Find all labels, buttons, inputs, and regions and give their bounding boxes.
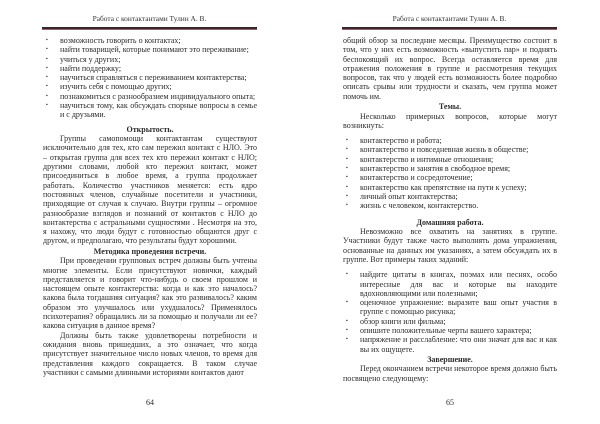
goals-list xyxy=(43,36,257,120)
paragraph-method-2: Должны быть также удовлетворены потребности и ожидания вновь пришедших, а это означает, что когда присутствует значительное число новых членов, то время для представления каждого сокращается. В таком случае участники с самыми длинными историями контактов дают xyxy=(43,330,257,377)
list-item: ▪ контактерство и повседневная жизнь в обществе; xyxy=(343,145,557,154)
paragraph-conclusion: Перед окончанием встречи некоторое время должно быть посвящено следующему: xyxy=(343,364,557,383)
section-heading-homework: Домашняя работа. xyxy=(416,217,484,227)
list-item: ▪ личный опыт контактерства; xyxy=(343,192,557,201)
header-rule xyxy=(342,27,557,30)
list-item: ▪ найти товарищей, которые понимают это переживание; xyxy=(43,45,257,54)
list-item: ▪ научиться тому, как обсуждать спорные вопросы в семье и с друзьями. xyxy=(43,101,257,120)
list-item: ▪ контактерство и работа; xyxy=(343,136,557,145)
homework-list xyxy=(343,270,557,354)
list-item: ▪ обзор книги или фильма; xyxy=(343,317,557,326)
list-item: ▪ контактерство и интимные отношения; xyxy=(343,155,557,164)
list-item: ▪ контактерство и сосредоточение; xyxy=(343,173,557,182)
list-item: ▪ возможность говорить о контактах; xyxy=(43,36,257,45)
right-page-body xyxy=(343,36,557,383)
section-heading-conclusion: Завершение. xyxy=(427,354,473,364)
paragraph-method-1: При проведении групповых встреч должны быть учтены многие элементы. Если присутствуют новички, каждый представляется и говорит что-нибудь о своем прошлом и настоящем опыте контактерства: когда и как это началось? какова была тогдашняя ситуация? как это развивалось? каким образом это улучшалось или ухудшалось? Применялось психотерапия? обращались ли за помощью и получали ли ее? какова ситуация в данное время? xyxy=(43,256,257,331)
paragraph-openness: Группы самопомощи контактантам существуют исключительно для тех, кто сам пережил контакт с НЛО. Это – открытая группа для всех тех кто пережил контакт с НЛО; другими словами, любой кто пережил контакт, может присоединиться в любое время, а группа продолжает работать. Количество участников меняется: есть ядро постоянных членов, случайные посетители и участники, приходящие от случая к случаю. Внутри группы – огромное разнообразие взглядов и познаний от контактов с НЛО до контактерства с астральными сущностями . Несмотря на это, я нахожу, что люди будут с готовностью общаются друг с другом, и предполагаю, что результаты будут хорошими. xyxy=(43,134,257,246)
running-head: Работа с контактантами Тулин А. В. xyxy=(392,14,507,23)
page-number: 65 xyxy=(446,398,454,407)
list-item: ▪ познакомиться с разнообразием индивидуального опыта; xyxy=(43,92,257,101)
list-item: ▪ напряжение и расслабление: что они значат для вас и как вы их ощущете. xyxy=(343,335,557,354)
list-item: ▪ оценочное упражнение: выразите ваш опыт участия в группе с помощью рисунка; xyxy=(343,298,557,317)
list-item: ▪ научиться справляться с переживанием контактерства; xyxy=(43,73,257,82)
section-heading-openness: Открытость. xyxy=(126,124,174,134)
list-item: ▪ учиться у других; xyxy=(43,55,257,64)
list-item: ▪ опишите положительные черты вашего характера; xyxy=(343,326,557,335)
list-item: ▪ контактерство и занятия в свободное время; xyxy=(343,164,557,173)
list-item: ▪ изучить себя с помощью других; xyxy=(43,82,257,91)
section-heading-method: Методика проведения встречи. xyxy=(93,246,207,256)
page-number: 64 xyxy=(146,398,154,407)
paragraph-themes-intro: Несколько примерных вопросов, которые могут возникнуть: xyxy=(343,111,557,130)
list-item: ▪ жизнь с человеком, контактерство. xyxy=(343,201,557,210)
paragraph-homework: Невозможно все охватить на занятиях в группе. Участники будут также часто выполнять дома упражнения, основанные на данных им указаниях, а затем обсуждать их в группе. Вот примеры таких заданий: xyxy=(343,227,557,264)
section-heading-themes: Темы. xyxy=(438,102,462,112)
header-rule xyxy=(42,27,257,30)
list-item: ▪ найдите цитаты в книгах, поэмах или песнях, особо интересные для вас и которые вы находите вдохновляющими или полезными; xyxy=(343,270,557,298)
running-head: Работа с контактантами Тулин А. В. xyxy=(92,14,207,23)
themes-list xyxy=(343,136,557,210)
list-item: ▪ контактерство как препятствие на пути к успеху; xyxy=(343,183,557,192)
list-item: ▪ найти поддержку; xyxy=(43,64,257,73)
paragraph-continuation: общий обзор за последние месяцы. Преимущество состоит в том, что у них есть возможность «выпустить пар» и поднять беспокоящий их вопрос. Всегда оставляется время для отражения положения в группе и рассмотрения текущих вопросов, так что у людей есть возможность более подробно описать срывы или трудности и сказать, чем группа может помочь им. xyxy=(343,36,557,101)
right-page xyxy=(300,0,600,424)
left-page-body xyxy=(43,36,257,377)
